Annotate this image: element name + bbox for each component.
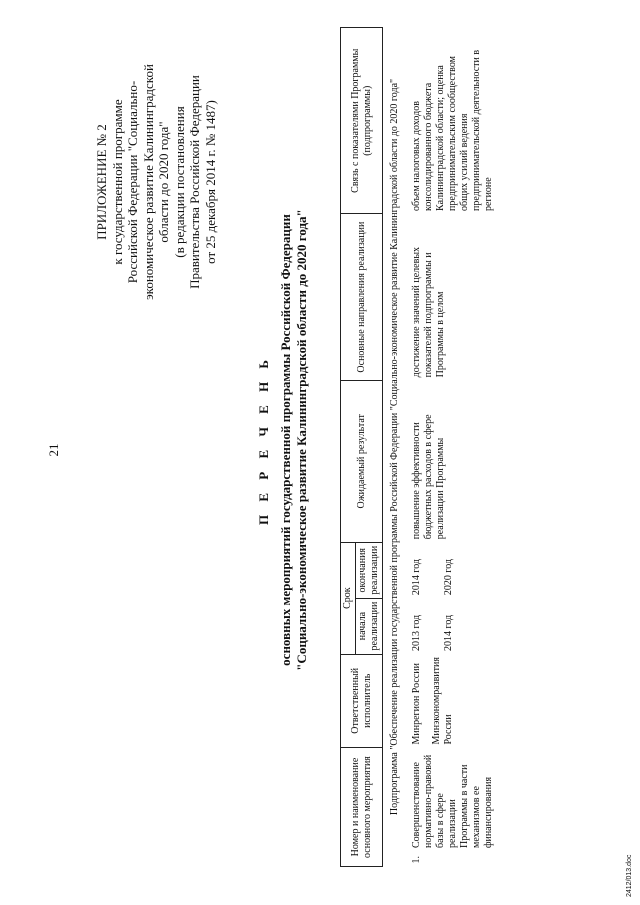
appendix-line: экономическое развитие Калининградской [140,64,156,300]
start-2: 2014 год [443,614,454,652]
measure-name: Совершенствование нормативно-правовой базы в сфере реализации Программы в части механизмов ее финансирования [411,754,494,848]
header-directions: Основные направления реализации [341,214,383,380]
cell-measure [409,748,497,867]
appendix-line: Правительства Российской Федерации [187,75,202,289]
header-executor: Ответственный исполнитель [341,654,383,748]
appendix-line: области до 2020 года" [156,121,171,243]
heading-subtitle: основных мероприятий государственной программы Российской Федерации [278,214,293,666]
cell-executor [409,654,497,748]
appendix-line: к государственной программе [109,99,125,265]
heading-title: П Е Р Е Ч Е Н Ь [256,354,271,526]
header-result: Ожидаемый результат [341,380,383,542]
executor-2: Минэкономразвития России [431,657,454,745]
document-heading [256,145,310,735]
end-2: 2020 год [443,558,454,596]
cell-link: объем налоговых доходов консолидированного бюджета Калининградской области; оценка предпринимательским сообществом общих усилий ведения предпринимательской деятельности в регионе [411,49,494,211]
footer-file-code: 2412/013.doc [626,854,633,897]
measures-table [340,27,497,867]
appendix-line: (в редакции постановления [171,106,187,258]
end-1: 2014 год [411,558,422,596]
header-link: Связь с показателями Программы (подпрограммы) [341,28,383,214]
header-term-end: окончания реализации [356,542,383,598]
header-term-start: начала реализации [356,598,383,654]
header-number-name: Номер и наименование основного мероприятия [341,748,383,867]
cell-start [409,598,497,654]
header-term: Срок [341,542,356,654]
appendix-block [94,17,218,347]
executor-1: Минрегион России [411,663,422,745]
cell-directions: достижение значений целевых показателей подпрограммы и Программы в целом [411,246,446,378]
cell-result: повышение эффективности бюджетных расходов в сфере реализации Программы [411,414,446,540]
table-row [409,28,497,867]
appendix-line: Российской Федерации "Социально- [125,80,140,284]
heading-program-name: "Социально-экономическое развитие Калининградской области до 2020 года" [294,209,309,671]
appendix-line: ПРИЛОЖЕНИЕ № 2 [94,124,109,240]
cell-end [409,542,497,598]
page-number: 21 [46,443,61,457]
appendix-line: от 25 декабря 2014 г. № 1487) [202,100,218,264]
subprogram-title: Подпрограмма "Обеспечение реализации государственной программы Российской Федерации "Социально-экономическое развитие Калининградской области до 2020 года" [389,78,400,816]
measure-number: 1. [411,856,422,864]
start-1: 2013 год [411,614,422,652]
